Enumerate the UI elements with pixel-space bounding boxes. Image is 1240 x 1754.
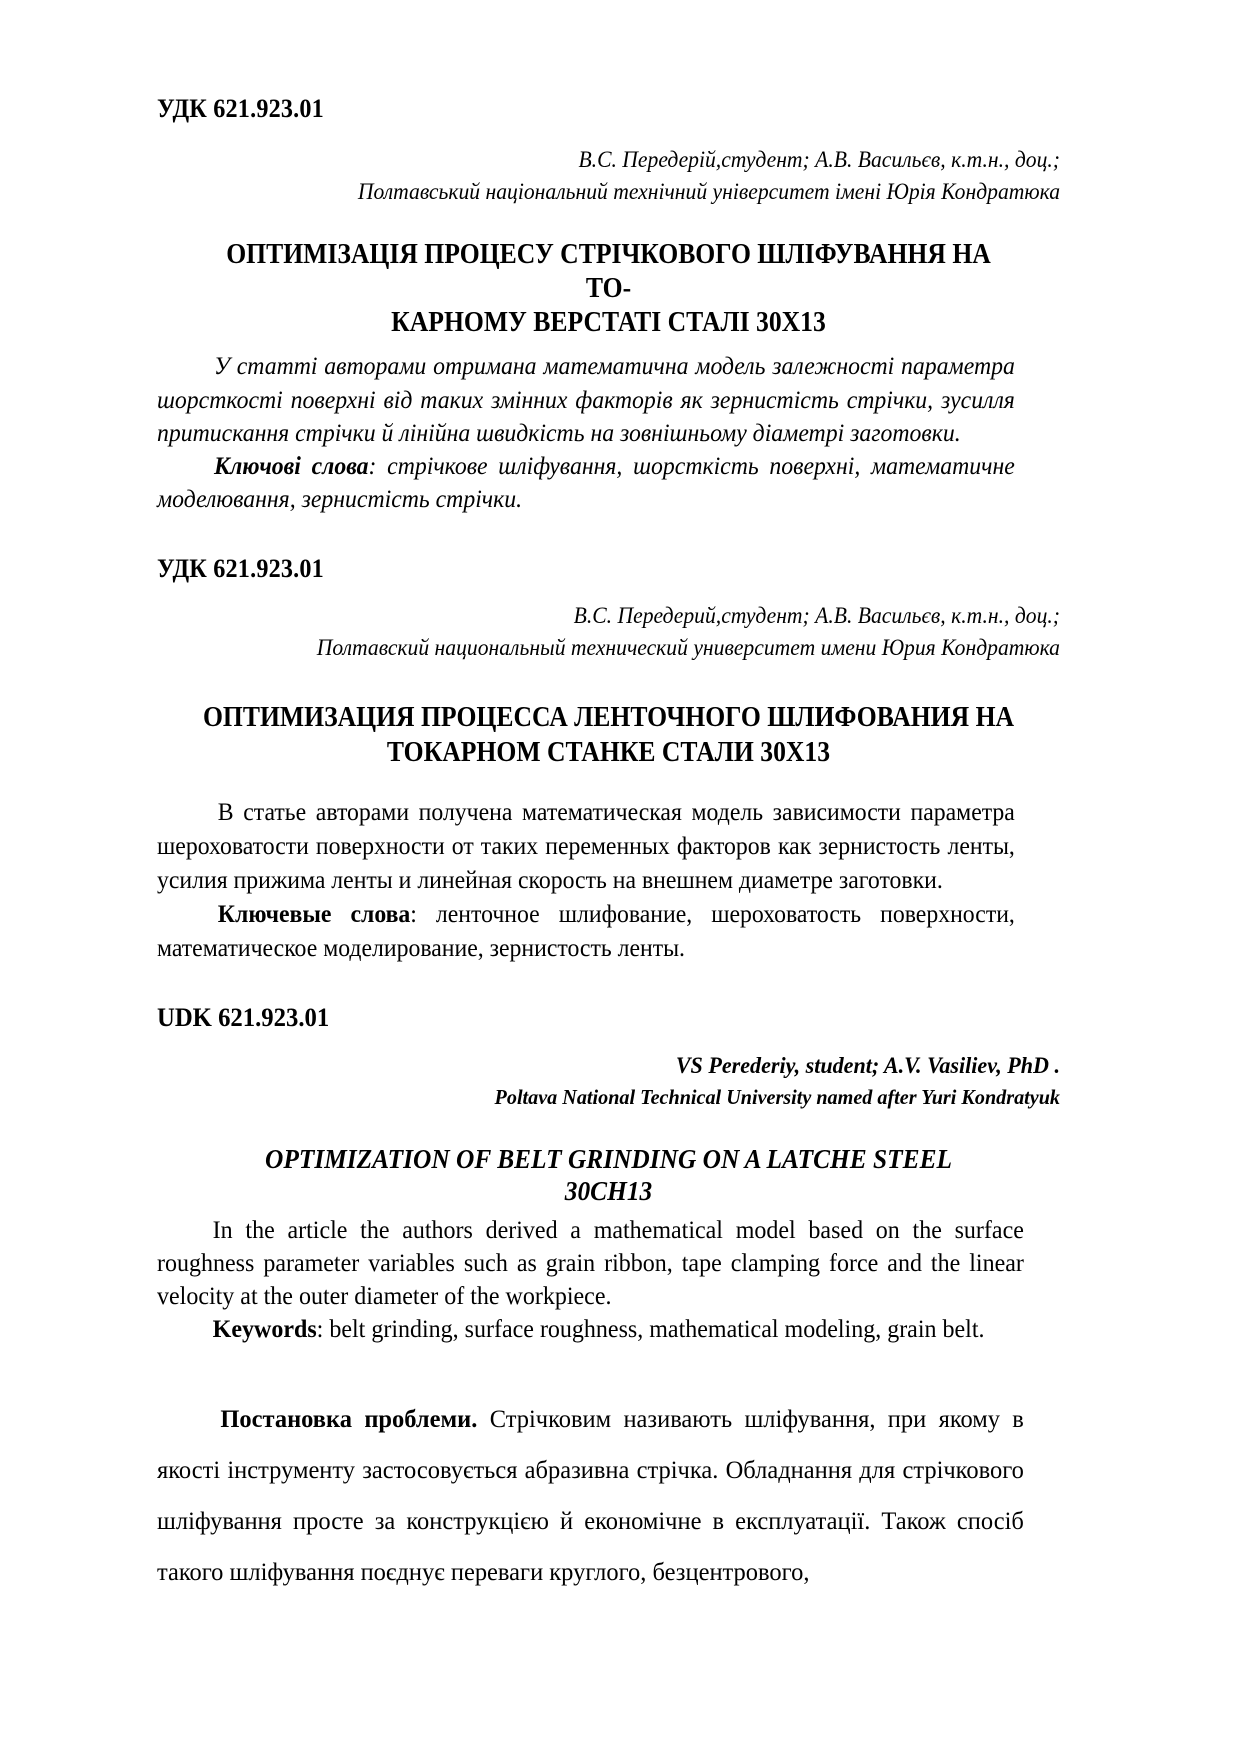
body-paragraph-problem-statement — [157, 1393, 1024, 1597]
keywords-label-en: Keywords — [212, 1316, 317, 1344]
article-title-ua-line1: ОПТИМІЗАЦІЯ ПРОЦЕСУ СТРІЧКОВОГО ШЛІФУВАННЯ НА ТО- — [226, 238, 991, 304]
keywords-label-ua: Ключові слова — [214, 453, 369, 481]
authors-line-en: VS Perederiy, student; A.V. Vasiliev, PhD . — [675, 1053, 1060, 1079]
keywords-text-en: : belt grinding, surface roughness, mathematical modeling, grain belt. — [316, 1316, 985, 1344]
spacer — [157, 340, 1060, 350]
spacer — [157, 770, 1060, 796]
spacer — [157, 582, 1060, 600]
abstract-en: In the article the authors derived a mathematical model based on the surface roughness parameter variables such as grain ribbon, tape clamping force and the linear velocity at the outer diameter of the workpiece. — [157, 1216, 1024, 1311]
keywords-ru — [157, 898, 1015, 966]
authors-line-ru: В.С. Передерий,студент; А.В. Васильєв, к.т.н., доц.; — [573, 602, 1060, 628]
udk-code-ua: УДК 621.923.01 — [157, 94, 324, 123]
keywords-en — [157, 1313, 1024, 1346]
article-title-ru-line1: ОПТИМИЗАЦИЯ ПРОЦЕССА ЛЕНТОЧНОГО ШЛИФОВАНИЯ НА — [202, 702, 1015, 734]
spacer — [157, 1113, 1060, 1143]
spacer — [157, 517, 1060, 555]
affiliation-line-ru: Полтавский национальный технический университет имени Юрия Кондратюка — [316, 634, 1060, 660]
article-title-ru-line2: ТОКАРНОМ СТАНКЕ СТАЛИ 30Х13 — [386, 736, 831, 768]
affiliation-line-en: Poltava National Technical University named after Yuri Kondratyuk — [494, 1085, 1060, 1110]
affiliation-line-ua: Полтавський національний технічний університет імені Юрія Кондратюка — [357, 179, 1060, 205]
spacer — [157, 966, 1060, 1004]
keywords-ua — [157, 450, 1015, 517]
article-title-ua-line2: КАРНОМУ ВЕРСТАТІ СТАЛІ 30Х13 — [391, 307, 826, 339]
spacer — [157, 663, 1060, 701]
spacer — [157, 1031, 1060, 1049]
authors-line-ua: В.С. Передерій,студент; А.В. Васильєв, к.т.н., доц.; — [578, 147, 1060, 173]
article-title-en-line2: 30CH13 — [564, 1176, 653, 1207]
udk-code-ru: УДК 621.923.01 — [157, 553, 324, 583]
section-heading-label: Постановка проблеми. — [220, 1403, 478, 1433]
article-title-en-line1: OPTIMIZATION OF BELT GRINDING ON A LATCHE STEEL — [264, 1143, 953, 1174]
spacer — [157, 122, 1060, 144]
keywords-label-ru: Ключевые слова — [217, 900, 411, 928]
udk-code-en: UDK 621.923.01 — [157, 1002, 330, 1032]
spacer — [157, 208, 1060, 238]
keywords-text-ru: : ленточное шлифование, шероховатость поверхности, математическое моделирование, зернистость ленты. — [157, 900, 1015, 962]
abstract-ru: В статье авторами получена математическая модель зависимости параметра шероховатости поверхности от таких переменных факторов как зернистость ленты, усилия прижима ленты и линейная скорость на внешнем диаметре заготовки. — [157, 798, 1015, 894]
spacer — [157, 1347, 1060, 1393]
section-body-text: Стрічковим називають шліфування, при якому в якості інструменту застосовується абразивна стрічка. Обладнання для стрічкового шліфування просте за конструкцією й економічне в експлуатації. Також спосіб такого шліфування поєднує переваги круглого, безцентрового, — [157, 1403, 1024, 1586]
abstract-ua: У статті авторами отримана математична модель залежності параметра шорсткості поверхні від таких змінних факторів як зернистість стрічки, зусилля притискання стрічки й лінійна швидкість на зовнішньому діаметрі заготовки. — [157, 353, 1015, 447]
keywords-text-ua: : стрічкове шліфування, шорсткість поверхні, математичне моделювання, зернистість стрічки. — [157, 453, 1015, 514]
